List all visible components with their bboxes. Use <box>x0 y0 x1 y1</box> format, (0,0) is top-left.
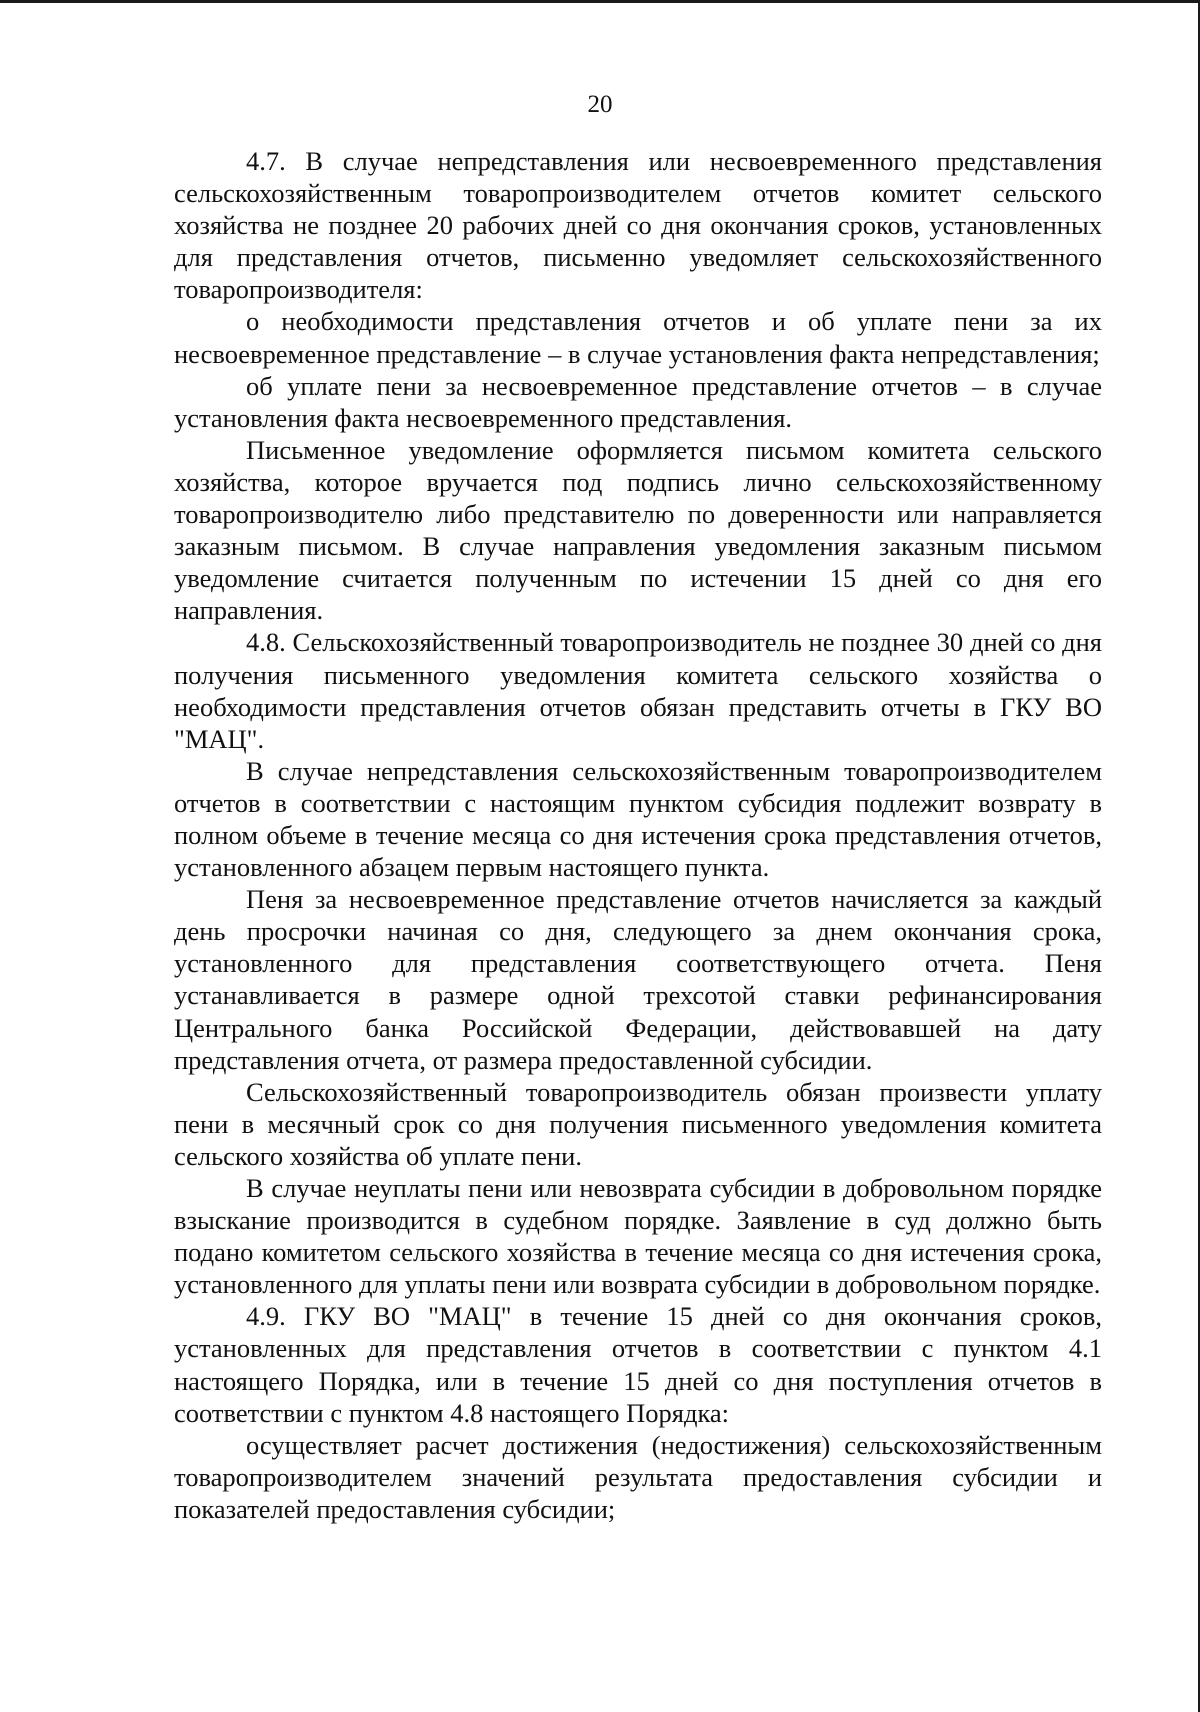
paragraph-subsidy-return: В случае непредставления сельскохозяйственным товаропроизводителем отчетов в соответствии с настоящим пунктом субсидия подлежит возврату в полном объеме в течение месяца со дня истечения срока представления отчетов, установленного абзацем первым настоящего пункта. <box>174 755 1102 883</box>
paragraph-4-9: 4.9. ГКУ ВО "МАЦ" в течение 15 дней со дня окончания сроков, установленных для представления отчетов в соответствии с пунктом 4.1 настоящего Порядка, или в течение 15 дней со дня поступления отчетов в соответствии с пунктом 4.8 настоящего Порядка: <box>174 1301 1102 1428</box>
paragraph-written-notice: Письменное уведомление оформляется письмом комитета сельского хозяйства, которое вручается под подпись лично сельскохозяйственному товаропроизводителю либо представителю по доверенности или направляется заказным письмом. В случае направления уведомления заказным письмом уведомление считается полученным по истечении 15 дней со дня его направления. <box>174 434 1102 626</box>
paragraph-penalty-accrual: Пеня за несвоевременное представление отчетов начисляется за каждый день просрочки начиная со дня, следующего за днем окончания срока, установленного для представления соответствующего отчета. Пеня устанавливается в размере одной трехсотой ставки рефинансирования Центрального банка Российской Федерации, действовавшей на дату представления отчета, от размера предоставленной субсидии. <box>174 884 1102 1075</box>
paragraph-4-7: 4.7. В случае непредставления или несвоевременного представления сельскохозяйственным товаропроизводителем отчетов комитет сельского хозяйства не позднее 20 рабочих дней со дня окончания сроков, установленных для представления отчетов, письменно уведомляет сельскохозяйственного товаропроизводителя: <box>174 146 1102 305</box>
paragraph-4-8: 4.8. Сельскохозяйственный товаропроизводитель не позднее 30 дней со дня получения письменного уведомления комитета сельского хозяйства о необходимости представления отчетов обязан представить отчеты в ГКУ ВО "МАЦ". <box>174 627 1102 754</box>
page-number: 20 <box>587 91 613 118</box>
paragraph-penalty-payment: Сельскохозяйственный товаропроизводитель обязан произвести уплату пени в месячный срок со дня получения письменного уведомления комитета сельского хозяйства об уплате пени. <box>174 1076 1102 1171</box>
paragraph-notice-reports: о необходимости представления отчетов и об уплате пени за их несвоевременное представление – в случае установления факта непредставления; <box>174 306 1102 369</box>
paragraph-calculation: осуществляет расчет достижения (недостижения) сельскохозяйственным товаропроизводителем значений результата предоставления субсидии и показателей предоставления субсидии; <box>174 1429 1102 1524</box>
paragraph-notice-penalty: об уплате пени за несвоевременное представление отчетов – в случае установления факта несвоевременного представления. <box>174 370 1102 433</box>
paragraph-court-recovery: В случае неуплаты пени или невозврата субсидии в добровольном порядке взыскание производится в судебном порядке. Заявление в суд должно быть подано комитетом сельского хозяйства в течение месяца со дня истечения срока, установленного для уплаты пени или возврата субсидии в добровольном порядке. <box>174 1173 1102 1300</box>
document-body <box>174 145 1102 1525</box>
